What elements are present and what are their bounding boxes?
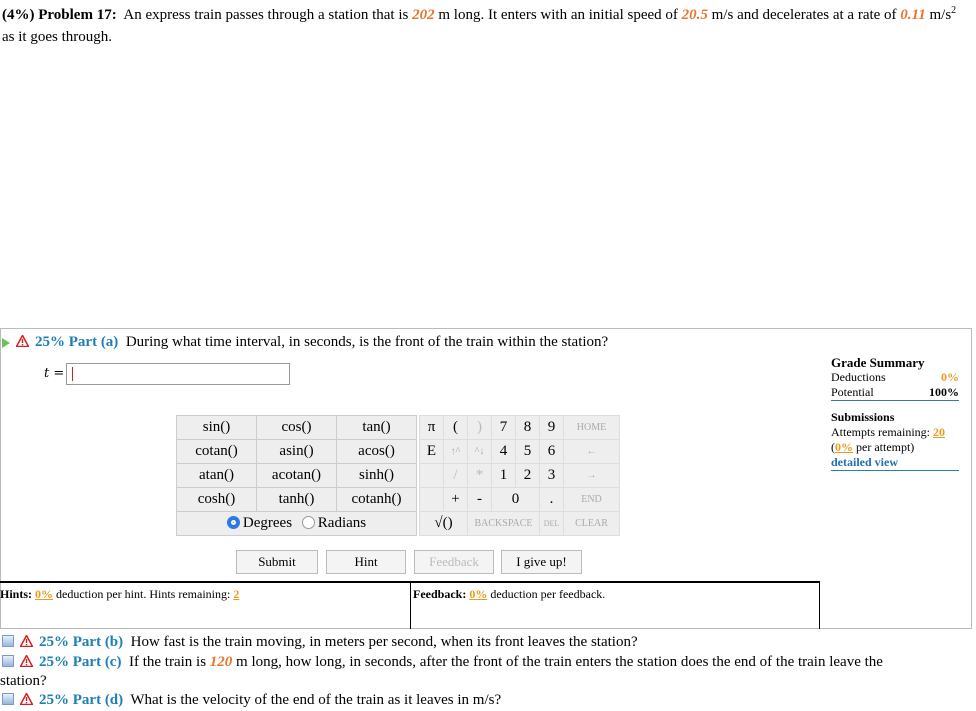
submit-button[interactable]: Submit — [236, 550, 318, 574]
attempts-row — [831, 425, 959, 440]
hint-button[interactable]: Hint — [326, 550, 406, 574]
key-8[interactable]: 8 — [516, 416, 540, 440]
key-end[interactable]: END — [564, 488, 620, 512]
feedback-panel — [410, 581, 820, 629]
text-caret — [72, 367, 73, 381]
key-open-paren[interactable]: ( — [444, 416, 468, 440]
key-2[interactable]: 2 — [516, 464, 540, 488]
warning-icon — [16, 335, 29, 347]
part-label: Part (a) — [68, 334, 119, 350]
key-acotan[interactable]: acotan() — [257, 464, 337, 488]
part-question: m long, how long, in seconds, after the front of the train enters the station does the end of the train leave the — [236, 654, 883, 670]
key-cotanh[interactable]: cotanh() — [337, 488, 417, 512]
part-b-header[interactable] — [2, 632, 638, 652]
feedback-text: deduction per feedback. — [490, 587, 606, 601]
key-power-up[interactable]: ↑^ — [444, 440, 468, 464]
key-tan[interactable]: tan() — [337, 416, 417, 440]
problem-number: Problem 17: — [38, 7, 117, 23]
key-tanh[interactable]: tanh() — [257, 488, 337, 512]
part-pct: 25% — [39, 654, 69, 670]
radians-label: Radians — [317, 515, 367, 531]
warning-icon — [20, 655, 33, 667]
part-label: Part (d) — [72, 692, 124, 708]
hints-label: Hints: — [0, 587, 33, 601]
key-backspace[interactable]: BACKSPACE — [468, 512, 540, 536]
detailed-view-link[interactable]: detailed view — [831, 455, 898, 469]
key-9[interactable]: 9 — [540, 416, 564, 440]
key-power-down[interactable]: ^↓ — [468, 440, 492, 464]
key-sinh[interactable]: sinh() — [337, 464, 417, 488]
deductions-label: Deductions — [831, 370, 886, 384]
key-cosh[interactable]: cosh() — [177, 488, 257, 512]
hint-deduction-pct: 0% — [35, 587, 54, 601]
key-right-arrow[interactable]: → — [564, 464, 620, 488]
key-atan[interactable]: atan() — [177, 464, 257, 488]
warning-icon — [20, 693, 33, 705]
key-cos[interactable]: cos() — [257, 416, 337, 440]
warning-icon — [20, 635, 33, 647]
answer-input[interactable] — [66, 363, 290, 385]
key-acos[interactable]: acos() — [337, 440, 417, 464]
collapsed-part-icon[interactable] — [2, 655, 14, 667]
key-multiply[interactable]: * — [468, 464, 492, 488]
potential-row — [831, 385, 959, 401]
key-clear[interactable]: CLEAR — [564, 512, 620, 536]
part-pct: 25% — [35, 334, 65, 350]
feedback-button[interactable]: Feedback — [414, 550, 494, 574]
key-1[interactable]: 1 — [492, 464, 516, 488]
degrees-radio[interactable] — [227, 516, 240, 529]
part-pct: 25% — [39, 692, 69, 708]
grade-summary — [831, 355, 959, 474]
deductions-value: 0% — [941, 370, 959, 384]
function-keypad — [176, 415, 417, 536]
key-sin[interactable]: sin() — [177, 416, 257, 440]
key-asin[interactable]: asin() — [257, 440, 337, 464]
key-plus[interactable]: + — [444, 488, 468, 512]
part-d-header[interactable] — [2, 690, 501, 710]
part-c-question-wrap: station? — [0, 673, 47, 689]
per-attempt-pct: 0% — [835, 440, 853, 454]
part-pct: 25% — [39, 634, 69, 650]
expand-triangle-icon[interactable] — [2, 338, 10, 348]
problem-text: m/s and decelerates at a rate of — [711, 7, 897, 23]
hints-remaining: 2 — [233, 587, 240, 601]
key-6[interactable]: 6 — [540, 440, 564, 464]
train-length-value: 120 — [209, 654, 233, 670]
key-cotan[interactable]: cotan() — [177, 440, 257, 464]
problem-unit: m/s — [929, 7, 952, 23]
key-minus[interactable]: - — [468, 488, 492, 512]
key-sqrt[interactable]: √() — [420, 512, 468, 536]
part-a-header[interactable] — [2, 332, 608, 352]
problem-text: as it goes through. — [2, 29, 112, 45]
grade-summary-title: Grade Summary — [831, 355, 925, 370]
potential-label: Potential — [831, 385, 874, 399]
number-keypad — [419, 415, 620, 536]
degrees-label: Degrees — [242, 515, 293, 531]
give-up-button[interactable]: I give up! — [501, 550, 582, 574]
part-question: During what time interval, in seconds, is the front of the train within the station? — [125, 334, 609, 350]
problem-text: m long. It enters with an initial speed of — [438, 7, 678, 23]
part-label: Part (b) — [72, 634, 124, 650]
hints-panel — [0, 581, 410, 629]
initial-speed-value: 20.5 — [681, 7, 708, 23]
key-3[interactable]: 3 — [540, 464, 564, 488]
attempts-value: 20 — [932, 425, 945, 439]
answer-variable-label: t = — [44, 366, 65, 381]
key-divide[interactable]: / — [444, 464, 468, 488]
key-4[interactable]: 4 — [492, 440, 516, 464]
problem-text: An express train passes through a station that is — [123, 7, 409, 23]
key-decimal[interactable]: . — [540, 488, 564, 512]
submissions-title: Submissions — [831, 410, 895, 424]
problem-statement — [2, 0, 962, 48]
potential-value: 100% — [929, 385, 959, 399]
collapsed-part-icon[interactable] — [2, 693, 14, 705]
station-length-value: 202 — [412, 7, 435, 23]
key-pi[interactable]: π — [420, 416, 444, 440]
key-home[interactable]: HOME — [564, 416, 620, 440]
key-0[interactable]: 0 — [492, 488, 540, 512]
detail-row — [831, 455, 959, 471]
key-7[interactable]: 7 — [492, 416, 516, 440]
per-attempt-text: per attempt) — [856, 440, 915, 454]
feedback-deduction-pct: 0% — [469, 587, 488, 601]
deceleration-value: 0.11 — [900, 7, 926, 23]
per-attempt-row: (0% per attempt) — [831, 440, 915, 454]
exponent: 2 — [951, 5, 957, 16]
key-5[interactable]: 5 — [516, 440, 540, 464]
part-question: If the train is — [128, 654, 207, 670]
radians-radio[interactable] — [302, 516, 315, 529]
collapsed-part-icon[interactable] — [2, 635, 14, 647]
key-close-paren[interactable]: ) — [468, 416, 492, 440]
angle-mode-row — [177, 512, 417, 536]
part-label: Part (c) — [72, 654, 122, 670]
key-del[interactable]: DEL — [540, 512, 564, 536]
key-e[interactable]: E — [420, 440, 444, 464]
attempts-label: Attempts remaining: — [831, 425, 930, 439]
part-question: What is the velocity of the end of the train as it leaves in m/s? — [130, 692, 502, 708]
problem-weight: (4%) — [2, 7, 35, 23]
deductions-row — [831, 370, 959, 385]
part-c-header[interactable] — [2, 652, 883, 672]
feedback-label: Feedback: — [413, 587, 467, 601]
key-left-arrow[interactable]: ← — [564, 440, 620, 464]
hints-text: deduction per hint. Hints remaining: — [56, 587, 231, 601]
part-question: How fast is the train moving, in meters per second, when its front leaves the station? — [130, 634, 638, 650]
